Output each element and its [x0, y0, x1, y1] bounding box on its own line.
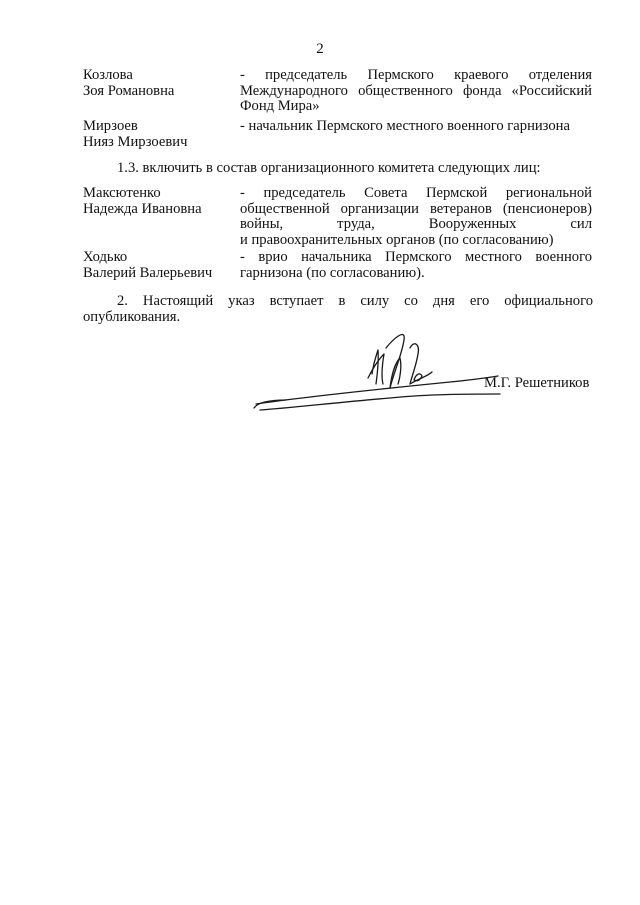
member-role	[240, 250, 592, 281]
handwritten-signature	[250, 318, 510, 428]
role-line: гарнизона (по согласованию).	[240, 264, 425, 281]
member-surname: Козлова	[83, 67, 133, 83]
member-name	[83, 186, 233, 217]
signer-name: М.Г. Решетников	[484, 375, 590, 391]
item-1-3: 1.3. включить в состав организационного комитета следующих лиц:	[117, 160, 541, 176]
role-line: и правоохранительных органов (по согласованию)	[240, 231, 554, 248]
member-surname: Ходько	[83, 249, 128, 265]
member-role	[240, 186, 592, 248]
member-given-names: Надежда Ивановна	[83, 200, 202, 217]
role-line: войны, труда, Вооруженных сил	[240, 216, 592, 232]
member-surname: Мирзоев	[83, 118, 138, 134]
item-2-line: опубликования.	[83, 308, 181, 325]
member-surname: Максютенко	[83, 185, 161, 201]
member-given-names: Зоя Романовна	[83, 82, 175, 99]
page-number: 2	[316, 41, 324, 57]
member-name	[83, 68, 233, 99]
role-line: - начальник Пермского местного военного гарнизона	[240, 118, 570, 134]
item-2-line: 2. Настоящий указ вступает в силу со дня его официального	[117, 293, 593, 309]
member-given-names: Нияз Мирзоевич	[83, 133, 188, 150]
member-role	[240, 68, 592, 115]
member-given-names: Валерий Валерьевич	[83, 264, 213, 281]
member-name	[83, 250, 233, 281]
member-name	[83, 119, 233, 150]
role-line: Фонд Мира»	[240, 98, 320, 114]
role-line: Международного общественного фонда «Российский	[240, 82, 592, 99]
role-line: - председатель Пермского краевого отделения	[240, 67, 592, 83]
role-line: - врио начальника Пермского местного военного	[240, 249, 592, 265]
role-line: общественной организации ветеранов (пенсионеров)	[240, 200, 592, 217]
role-line: - председатель Совета Пермской региональной	[240, 185, 592, 201]
member-role	[240, 119, 592, 135]
